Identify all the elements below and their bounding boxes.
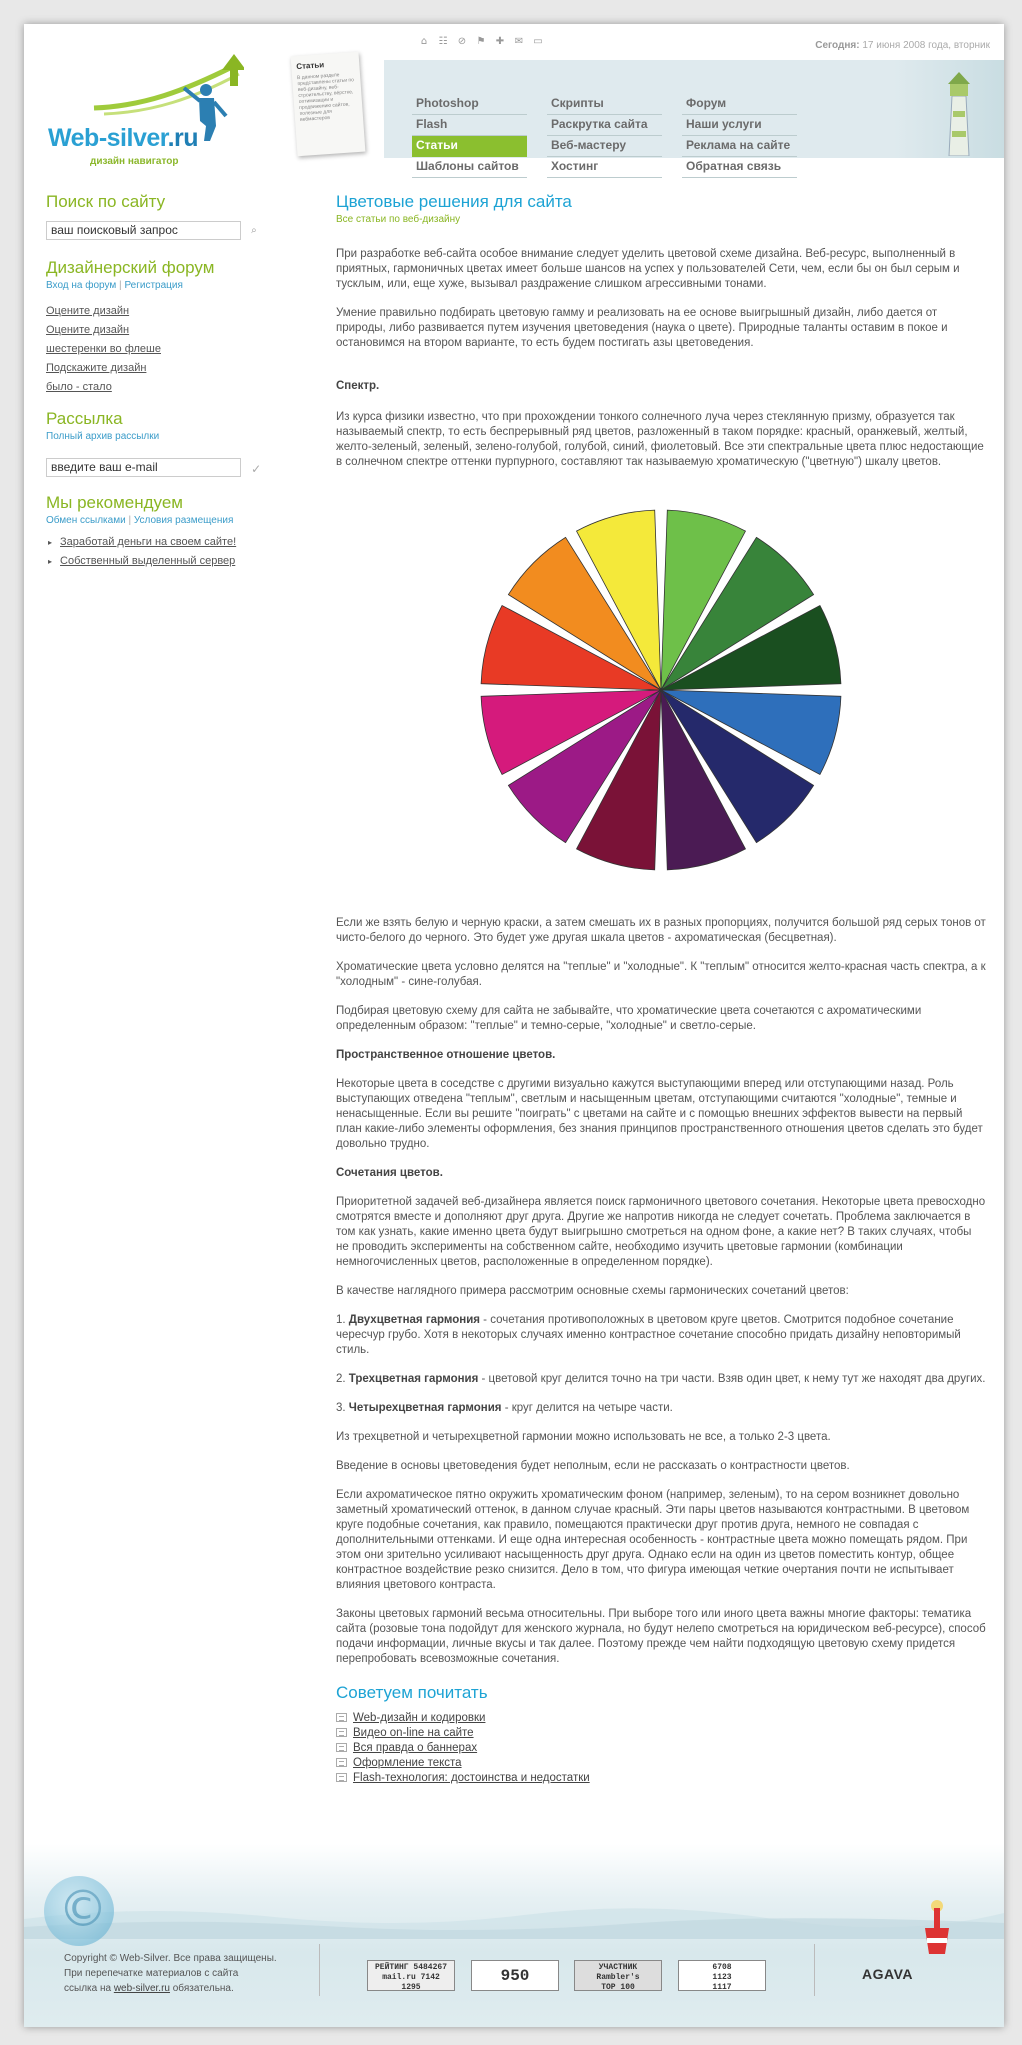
toolbar [419, 37, 543, 47]
paragraph: 3. Четырехцветная гармония - круг делится на четыре части. [336, 1402, 673, 1414]
nav-item-feedback[interactable]: Обратная связь [682, 157, 797, 178]
related-link[interactable]: Видео on-line на сайте [353, 1727, 474, 1739]
list-item [46, 381, 286, 393]
article [336, 192, 986, 1786]
forum-topic-link[interactable]: Подскажите дизайн [46, 362, 147, 374]
related-link[interactable]: Flash-технология: достоинства и недостатки [353, 1772, 590, 1784]
section-heading: Пространственное отношение цветов. [336, 1049, 556, 1061]
related-title: Советуем почитать [336, 1683, 488, 1702]
print-icon[interactable]: ▭ [533, 36, 543, 47]
list-item [336, 1711, 986, 1726]
home-icon[interactable]: ⌂ [420, 36, 428, 47]
article-icon [336, 1728, 347, 1737]
section-note [291, 52, 366, 156]
mail-icon[interactable]: ✉ [514, 36, 524, 47]
color-wheel [461, 490, 861, 890]
related-links [336, 1711, 986, 1786]
liveinternet-badge[interactable]: 6708 1123 1117 [678, 1960, 766, 1991]
attach-icon[interactable]: ⊘ [457, 36, 467, 47]
counter-badge[interactable]: 950 [471, 1960, 559, 1991]
paragraph: 2. Трехцветная гармония - цветовой круг делится точно на три части. Взяв один цвет, к нему тут же находят два других. [336, 1373, 986, 1385]
mailing-archive-link[interactable]: Полный архив рассылки [46, 431, 160, 442]
nav-item-scripts[interactable]: Скрипты [547, 94, 662, 115]
paragraph: Хроматические цвета условно делятся на "теплые" и "холодные". К "теплым" относится желто-красная часть спектра, а к "холодным" - сине-голубая. [336, 961, 986, 988]
recommend-links: Обмен ссылками | Условия размещения [46, 515, 234, 526]
forum-topic-link[interactable]: шестеренки во флеше [46, 343, 161, 355]
placement-terms-link[interactable]: Условия размещения [133, 515, 234, 526]
paragraph: Если ахроматическое пятно окружить хроматическим фоном (например, зеленым), то на сером возникнет довольно заметный хроматический оттенок, в данном случае красный. Эти пары цветов называются контрастными. В цветовом круге подобные сочетания, как правило, помещаются практически друг против друга, немного не совпадая с дополнительными оттенками. И еще одна интересная особенность - контрастные цвета можно помещать рядом. При этом они зрительно усиливают насыщенность друг друга. Однако если на один из цветов поместить контур, общее контрастное воздействие резко снизится. Дело в том, что фигура имеющая четкие очертания почти не испытывает влияния цветового контраста. [336, 1489, 970, 1591]
paragraph: Из трехцветной и четырехцветной гармонии можно использовать не все, а только 2-3 цвета. [336, 1431, 831, 1443]
article-icon [336, 1758, 347, 1767]
article-icon [336, 1773, 347, 1782]
nav-item-hosting[interactable]: Хостинг [547, 157, 662, 178]
list-item [46, 555, 286, 567]
paragraph: Из курса физики известно, что при прохождении тонкого солнечного луча через стеклянную призму, образуется так называемый спектр, то есть беспрерывный ряд цветов, разложенный в таком порядке: красный, оранжевый, желтый, желто-зеленый, зеленый, зелено-голубой, голубой, синий, фиолетовый. Все эти спектральные цвета плюс недостающие в солнечном спектре оттенки пурпурного, составляют так называемую хроматическую ("цветную") шкалу цветов. [336, 411, 984, 468]
check-icon[interactable]: ✓ [251, 461, 262, 476]
note-title: Статьи [296, 60, 325, 72]
sidebar [46, 192, 286, 574]
forum-topic-link[interactable]: Оцените дизайн [46, 324, 130, 336]
site-logo[interactable] [34, 46, 244, 167]
logo-text: Web-silver.ru [48, 124, 199, 152]
breadcrumb[interactable]: Все статьи по веб-дизайну [336, 214, 461, 225]
related-link[interactable]: Оформление текста [353, 1757, 462, 1769]
nav-column-2 [547, 94, 662, 178]
article-icon [336, 1713, 347, 1722]
forum-register-link[interactable]: Регистрация [124, 280, 183, 291]
lighthouse-icon [944, 66, 974, 156]
nav-item-photoshop[interactable]: Photoshop [412, 94, 527, 115]
paragraph: Введение в основы цветоведения будет неполным, если не рассказать о контрастности цветов. [336, 1460, 850, 1472]
header [24, 24, 1004, 173]
copyright-text: Copyright © Web-Silver. Все права защищены. При перепечатке материалов с сайта ссылка на web-silver.ru обязательна. [64, 1953, 277, 1994]
mailru-rating-badge[interactable]: РЕЙТИНГ 5484267 mail.ru 7142 1295 [367, 1960, 455, 1991]
nav-item-articles[interactable]: Статьи [412, 136, 527, 157]
list-item [336, 1726, 986, 1741]
recommend-list [46, 536, 286, 567]
footer [24, 1844, 1004, 2027]
email-field[interactable]: введите ваш e-mail [46, 458, 241, 477]
section-heading: Сочетания цветов. [336, 1167, 443, 1179]
list-item [336, 1771, 986, 1786]
recommend-link[interactable]: Заработай деньги на своем сайте! [60, 536, 237, 548]
agava-logo[interactable]: AGAVA [862, 1966, 913, 1982]
paragraph: При разработке веб-сайта особое внимание следует уделить цветовой схеме дизайна. Веб-ресурс, выполненный в приятных, гармоничных цветах имеет больше шансов на успех у пользователей Сети, чем, если бы он был серым и тусклым, или, еще хуже, вызывал раздражение слишком агрессивными тонами. [336, 248, 960, 290]
nav-item-forum[interactable]: Форум [682, 94, 797, 115]
list-item [46, 362, 286, 374]
search-icon[interactable]: ⌕ [251, 224, 257, 236]
wave-decoration [24, 1899, 1004, 1939]
page [24, 24, 1004, 2027]
bookmark-icon[interactable]: ✚ [495, 36, 505, 47]
list-item [46, 343, 286, 355]
page-title: Цветовые решения для сайта [336, 192, 572, 211]
forum-login-link[interactable]: Вход на форум [46, 280, 117, 291]
nav-item-webmaster[interactable]: Веб-мастеру [547, 136, 662, 157]
paragraph: Приоритетной задачей веб-дизайнера является поиск гармоничного цветового сочетания. Некоторые цвета превосходно смотрятся вместе и дополняют друг друга. Другие же напротив никогда не следует сочетать. Проблема заключается в том как узнать, какие именно цвета будут выигрышно смотреться на одном фоне, а какие нет? В таких случаях, чтобы не проводить эксперименты на собственном сайте, необходимо изучить цветовые гармонии (комбинации немногочисленных цветов, расположенные в определенном порядке). [336, 1196, 986, 1268]
list-item [336, 1756, 986, 1771]
section-heading: Спектр. [336, 380, 380, 392]
forum-title: Дизайнерский форум [46, 258, 215, 277]
mailing-title: Рассылка [46, 409, 123, 428]
rambler-top100-badge[interactable]: УЧАСТНИК Rambler's TOP 100 [574, 1960, 662, 1991]
forum-topic-link[interactable]: было - стало [46, 381, 112, 393]
recommend-link[interactable]: Собственный выделенный сервер [60, 555, 236, 567]
forum-topic-link[interactable]: Оцените дизайн [46, 305, 130, 317]
divider [814, 1944, 815, 1996]
logo-tagline: дизайн навигатор [90, 156, 179, 167]
copyright-icon: © [44, 1876, 114, 1946]
paragraph: В качестве наглядного примера рассмотрим основные схемы гармонических сочетаний цветов: [336, 1285, 849, 1297]
link-exchange-link[interactable]: Обмен ссылками [46, 515, 126, 526]
forum-topics [46, 305, 286, 393]
list-item [46, 536, 286, 548]
sitemap-icon[interactable]: ☷ [438, 36, 448, 47]
forum-links: Вход на форум | Регистрация [46, 280, 183, 291]
paragraph: Подбирая цветовую схему для сайта не забывайте, что хроматические цвета сочетаются с ахроматическими определенным образом: "теплые" и темно-серые, "холодные" и светло-серые. [336, 1005, 922, 1032]
paragraph: Умение правильно подбирать цветовую гамму и реализовать на ее основе выигрышный дизайн, либо дается от природы, либо развивается путем изучения цветоведения (наука о цвете). Природные таланты оставим в покое и остановимся на втором варианте, то есть будем постигать азы цветоведения. [336, 307, 948, 349]
nav-item-flash[interactable]: Flash [412, 115, 527, 136]
search-title: Поиск по сайту [46, 192, 166, 211]
divider [319, 1944, 320, 1996]
flag-icon[interactable]: ⚑ [476, 36, 486, 47]
nav-column-1 [412, 94, 527, 178]
list-item [336, 1741, 986, 1756]
paragraph: Законы цветовых гармоний весьма относительны. При выборе того или иного цвета важны многие факторы: тематика сайта (розовые тона подойдут для женского журнала, но будут нелепо смотреться на юридическом веб-ресурсе), способ подачи информации, личные вкусы и так далее. Поэтому прежде чем найти подходящую цветовую схему придется перепробовать всевозможные сочетания. [336, 1608, 986, 1665]
nav-item-promotion[interactable]: Раскрутка сайта [547, 115, 662, 136]
search-input[interactable]: ваш поисковый запрос [46, 221, 241, 240]
paragraph: Некоторые цвета в соседстве с другими визуально кажутся выступающими вперед или отступающими назад. Роль выступающих отведена "теплым", светлым и насыщенным цветам, отступающими считаются "холодные", темные и ненасыщенные. Если вы решите "поиграть" с цветами на сайте и с помощью внешних эффектов вывести на первый план какие-либо элементы оформления, без знания принципов пространственного отношения цветов сделать это будет довольно трудно. [336, 1078, 983, 1150]
paragraph: 1. Двухцветная гармония - сочетания противоположных в цветовом круге цветов. Смотрится подобное сочетание чересчур грубо. Хотя в некоторых случаях именно контрастное сочетание способно придать дизайну неповторимый стиль. [336, 1314, 961, 1356]
date-display: Сегодня: 17 июня 2008 года, вторник [815, 40, 990, 51]
nav-column-3 [682, 94, 797, 178]
nav-item-templates[interactable]: Шаблоны сайтов [412, 157, 527, 178]
list-item [46, 305, 286, 317]
buoy-icon [917, 1894, 957, 1974]
recommend-title: Мы рекомендуем [46, 493, 183, 512]
list-item [46, 324, 286, 336]
related-link[interactable]: Web-дизайн и кодировки [353, 1712, 486, 1724]
site-link[interactable]: web-silver.ru [113, 1983, 170, 1994]
note-text: В данном разделе представлены статьи по веб-дизайну, веб-строительству, вёрстке, оптимизации и продвижению сайтов, полезные для вебмастеров [296, 72, 355, 123]
paragraph: Если же взять белую и черную краски, а затем смешать их в разных пропорциях, получится большой ряд серых тонов от чисто-белого до черного. Это будет уже другая шкала цветов - ахроматическая (бесцветная). [336, 917, 986, 944]
nav-item-services[interactable]: Наши услуги [682, 115, 797, 136]
nav-item-advertising[interactable]: Реклама на сайте [682, 136, 797, 157]
related-link[interactable]: Вся правда о баннерах [353, 1742, 478, 1754]
article-icon [336, 1743, 347, 1752]
